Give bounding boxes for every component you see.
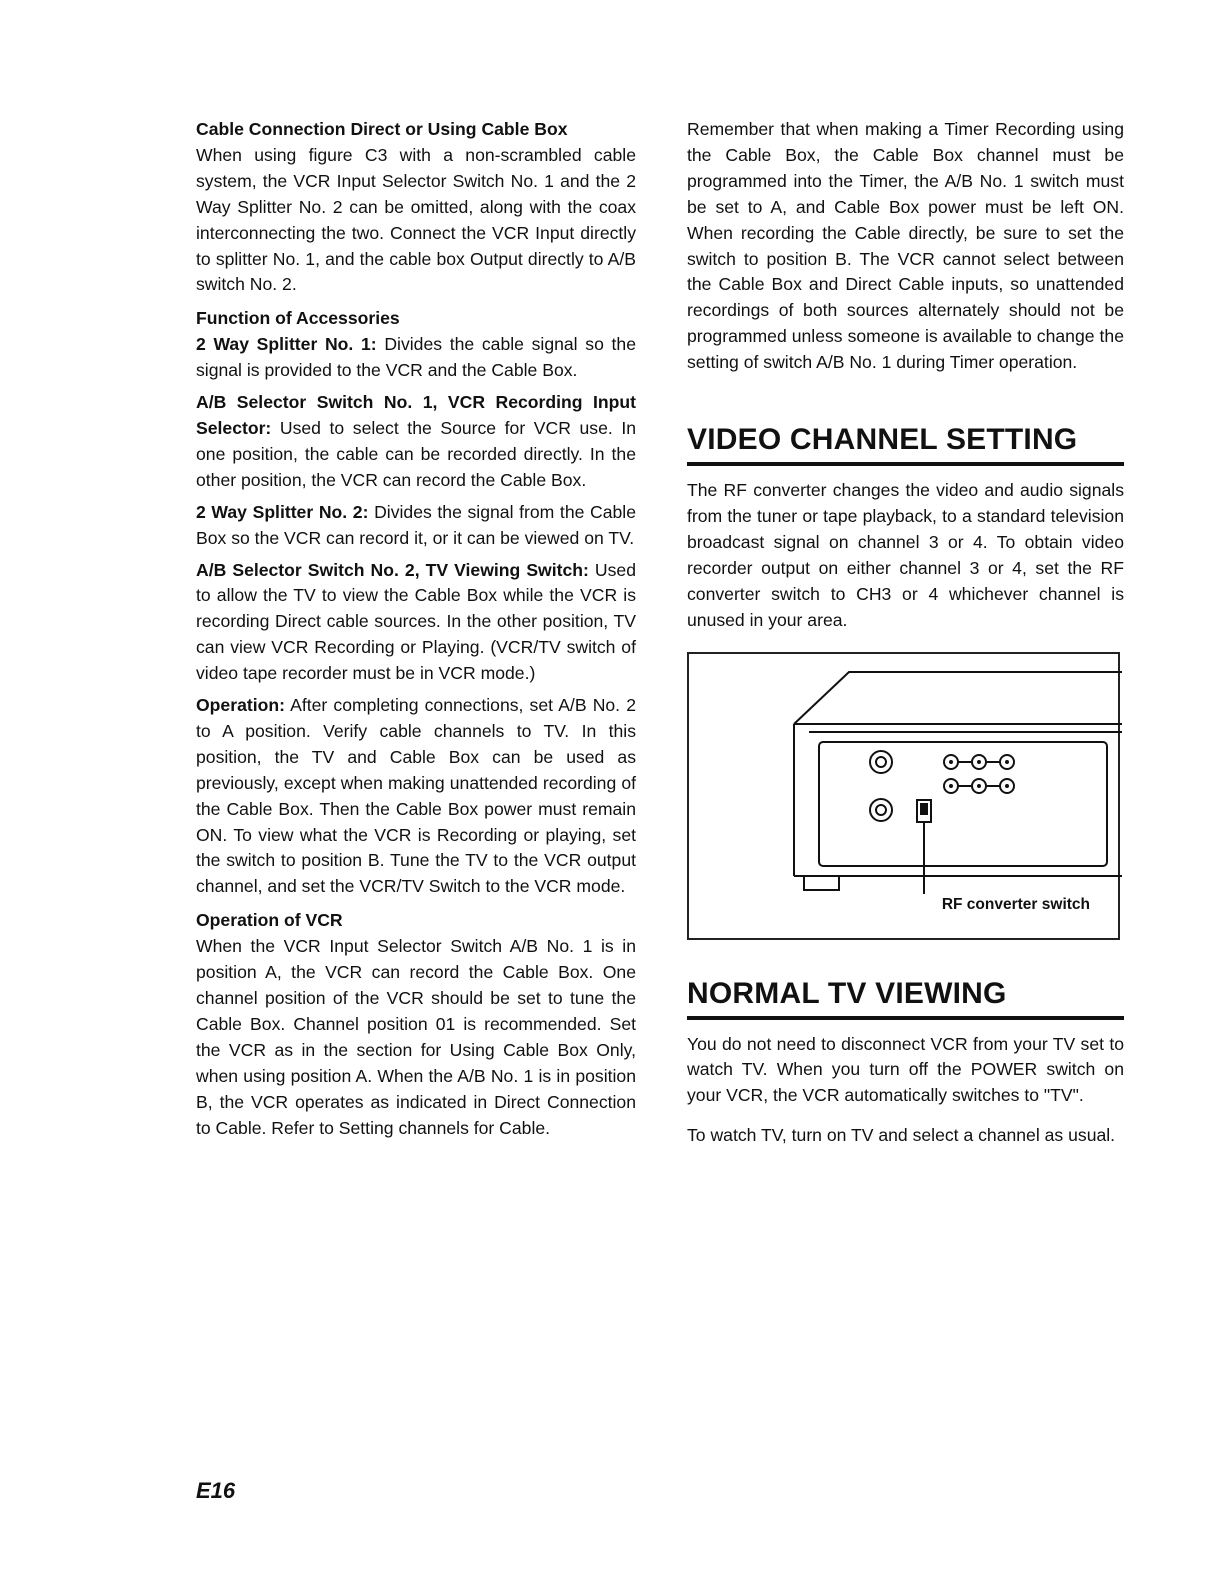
accessory-term: 2 Way Splitter No. 1: [196, 334, 377, 355]
accessories-heading: Function of Accessories [196, 308, 400, 329]
accessory-term: A/B Selector Switch No. 1, VCR Recording Input Selector: [196, 392, 636, 438]
accessory-item [196, 558, 636, 688]
rf-converter-caption: RF converter switch [941, 895, 1090, 913]
video-channel-body: The RF converter changes the video and audio signals from the tuner or tape playback, to a standard television broadcast signal on channel 3 or 4. To obtain video recorder output on either channel 3 or 4, set the RF converter switch to CH3 or 4 whichever channel is unused in your area. [687, 480, 1124, 630]
operation-vcr-body: When the VCR Input Selector Switch A/B No. 1 is in position A, the VCR can record the Cable Box. One channel position of the VCR should be set to tune the Cable Box. Channel position 01 is recommended. Set the VCR as in the section for Using Cable Box Only, when using position A. When the A/B No. 1 is in position B, the VCR operates as indicated in Direct Connection to Cable. Refer to Setting channels for Cable. [196, 936, 636, 1138]
accessory-text: After completing connections, set A/B No. 2 to A position. Verify cable channels to TV. In this position, the TV and Cable Box can be used as previously, except when making unattended recording of the Cable Box. Then the Cable Box power must remain ON. To view what the VCR is Recording or playing, set the switch to position B. Tune the TV to the VCR output channel, and set the VCR/TV Switch to the VCR mode. [196, 695, 636, 897]
accessory-item [196, 390, 636, 494]
cable-connection-heading: Cable Connection Direct or Using Cable Box [196, 119, 568, 139]
accessory-term: A/B Selector Switch No. 2, TV Viewing Switch: [196, 559, 589, 580]
cable-connection-section [196, 117, 636, 298]
accessory-item [196, 693, 636, 900]
video-channel-heading: VIDEO CHANNEL SETTING [687, 422, 1124, 466]
accessories-section [196, 306, 636, 900]
accessory-text: Divides the cable signal so the signal is provided to the VCR and the Cable Box. [196, 334, 636, 381]
accessory-item [196, 500, 636, 552]
operation-vcr-heading: Operation of VCR [196, 910, 343, 931]
accessory-text: Divides the signal from the Cable Box so the VCR can record it, or it can be viewed on TV. [196, 501, 636, 548]
normal-tv-para-2: To watch TV, turn on TV and select a channel as usual. [687, 1125, 1116, 1146]
accessory-term: Operation: [196, 695, 285, 716]
rf-converter-figure [687, 652, 1120, 940]
page-number: E16 [196, 1478, 236, 1503]
right-column [687, 117, 1124, 1155]
left-column [196, 117, 636, 1149]
normal-tv-heading: NORMAL TV VIEWING [687, 976, 1124, 1020]
accessory-text: Used to allow the TV to view the Cable Box while the VCR is recording Direct cable sources. In the other position, TV can view VCR Recording or Playing. (VCR/TV switch of video tape recorder must be in VCR mode.) [196, 559, 636, 684]
accessory-text: Used to select the Source for VCR use. In one position, the cable can be recorded directly. In the other position, the VCR can record the Cable Box. [196, 417, 636, 490]
cable-connection-body: When using figure C3 with a non-scrambled cable system, the VCR Input Selector Switch No. 1 and the 2 Way Splitter No. 2 can be omitted, along with the coax interconnecting the two. Connect the VCR Input directly to splitter No. 1, and the cable box Output directly to A/B switch No. 2. [196, 144, 636, 295]
accessory-term: 2 Way Splitter No. 2: [196, 501, 369, 522]
timer-note: Remember that when making a Timer Recording using the Cable Box, the Cable Box channel must be programmed into the Timer, the A/B No. 1 switch must be set to A, and Cable Box power must be left ON. When recording the Cable directly, be sure to set the switch to position B. The VCR cannot select between the Cable Box and Direct Cable inputs, so unattended recordings of both sources alternately should not be programmed unless someone is available to change the setting of switch A/B No. 1 during Timer operation. [687, 119, 1124, 373]
accessory-item [196, 332, 636, 384]
normal-tv-para-1: You do not need to disconnect VCR from your TV set to watch TV. When you turn off the POWER switch on your VCR, the VCR automatically switches to "TV". [687, 1033, 1124, 1106]
operation-vcr-section [196, 908, 636, 1141]
